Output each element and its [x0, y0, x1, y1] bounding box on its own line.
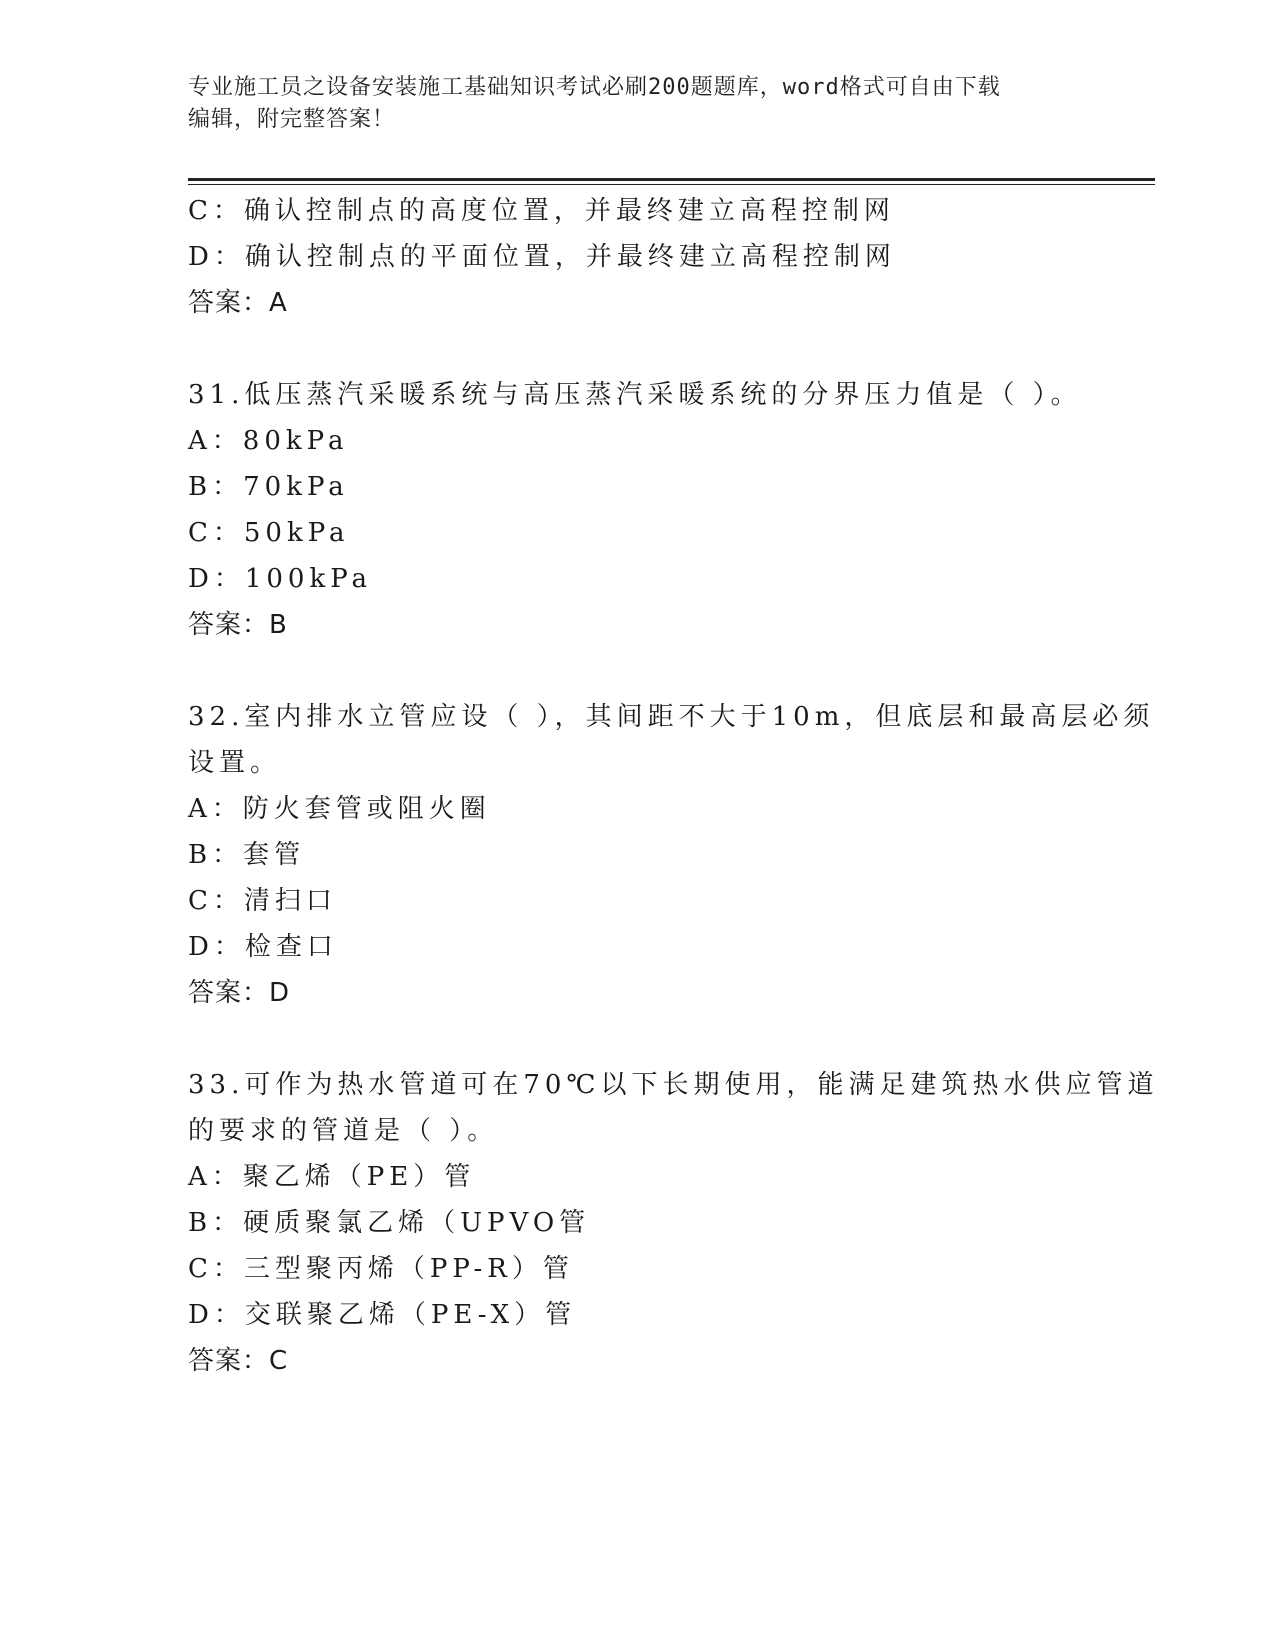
header-divider-thin: [188, 184, 1155, 185]
question-32: [188, 694, 1155, 1016]
question-spacer: [188, 326, 1088, 372]
answer-line: 答案：C: [188, 1346, 289, 1376]
question-stem-line-1: 33.可作为热水管道可在70℃以下长期使用，能满足建筑热水供应管道: [188, 1070, 1159, 1100]
question-stem-line-2: 的要求的管道是（ ）。: [188, 1116, 499, 1146]
question-stem: 31.低压蒸汽采暖系统与高压蒸汽采暖系统的分界压力值是（ ）。: [188, 380, 1082, 410]
option-b: B：套管: [188, 840, 306, 870]
option-a: A：防火套管或阻火圈: [188, 794, 491, 824]
question-spacer: [188, 648, 1088, 694]
question-stem-line-1: 32.室内排水立管应设（ ），其间距不大于10m，但底层和最高层必须: [188, 702, 1155, 732]
option-d: D：确认控制点的平面位置，并最终建立高程控制网: [188, 242, 896, 272]
document-header: [188, 72, 1068, 136]
header-title-line-1: 专业施工员之设备安装施工基础知识考试必刷200题题库，word格式可自由下载: [188, 75, 1001, 100]
question-30-continued: [188, 188, 1088, 326]
option-c: C：确认控制点的高度位置，并最终建立高程控制网: [188, 196, 895, 226]
option-c: C：三型聚丙烯（PP-R）管: [188, 1254, 574, 1284]
option-d: D：100kPa: [188, 564, 373, 594]
answer-line: 答案：B: [188, 610, 288, 640]
answer-line: 答案：A: [188, 288, 288, 318]
question-31: [188, 372, 1088, 648]
option-b: B：70kPa: [188, 472, 349, 502]
question-spacer: [188, 1016, 1088, 1062]
option-c: C：50kPa: [188, 518, 350, 548]
option-a: A：80kPa: [188, 426, 349, 456]
option-c: C：清扫口: [188, 886, 337, 916]
question-33: [188, 1062, 1159, 1384]
header-title-line-2: 编辑，附完整答案！: [188, 107, 396, 132]
question-list: [188, 188, 1159, 1384]
question-stem-line-2: 设置。: [188, 748, 282, 778]
answer-line: 答案：D: [188, 978, 291, 1008]
header-divider-thick: [188, 178, 1155, 181]
option-d: D：检查口: [188, 932, 338, 962]
option-d: D：交联聚乙烯（PE-X）管: [188, 1300, 577, 1330]
option-a: A：聚乙烯（PE）管: [188, 1162, 476, 1192]
option-b: B：硬质聚氯乙烯（UPVO管: [188, 1208, 591, 1238]
